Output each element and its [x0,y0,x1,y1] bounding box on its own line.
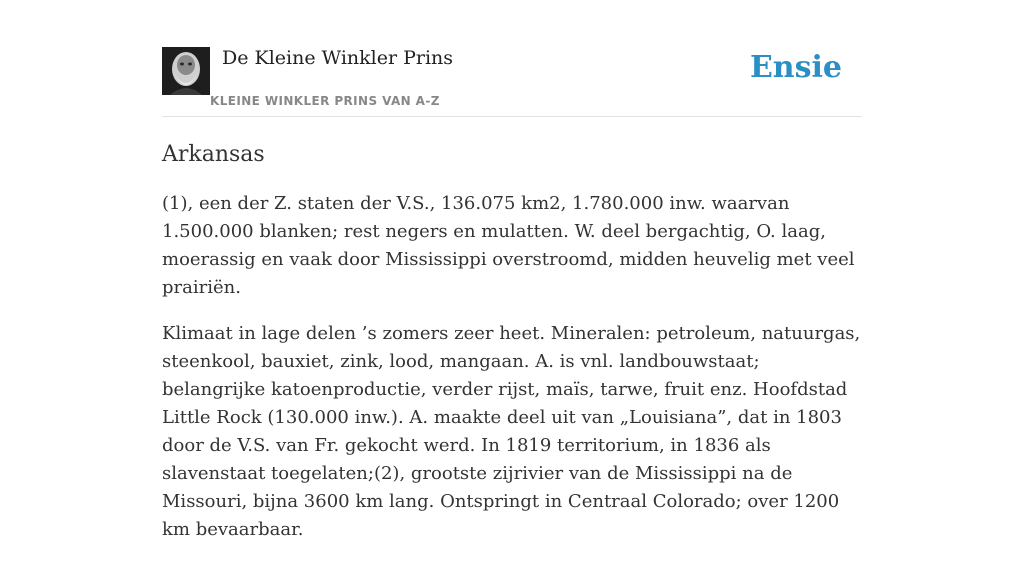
article [162,138,862,562]
ensie-logo[interactable]: Ensie [749,50,842,85]
article-headword: Arkansas [162,142,265,167]
book-subtitle: KLEINE WINKLER PRINS VAN A-Z [210,94,440,108]
article-paragraph: (1), een der Z. staten der V.S., 136.075 km2, 1.780.000 inw. waarvan 1.500.000 blanken; rest negers en mulatten. W. deel bergachtig, O. laag, moerassig en vaak door Mississippi overstroomd, midden heuvelig met veel prairiën. [162,193,855,298]
article-paragraph: Klimaat in lage delen ’s zomers zeer heet. Mineralen: petroleum, natuurgas, steenkool, bauxiet, zink, lood, mangaan. A. is vnl. landbouwstaat; belangrijke katoenproductie, verder rijst, maïs, tarwe, fruit enz. Hoofdstad Little Rock (130.000 inw.). A. maakte deel uit van „Louisiana”, dat in 1803 door de V.S. van Fr. gekocht werd. In 1819 territorium, in 1836 als slavenstaat toegelaten;(2), grootste zijrivier van de Mississippi na de Missouri, bijna 3600 km lang. Ontspringt in Centraal Colorado; over 1200 km bevaarbaar. [162,323,861,540]
header [162,44,862,117]
author-portrait-icon[interactable] [162,47,210,95]
book-title[interactable]: De Kleine Winkler Prins [222,47,454,69]
